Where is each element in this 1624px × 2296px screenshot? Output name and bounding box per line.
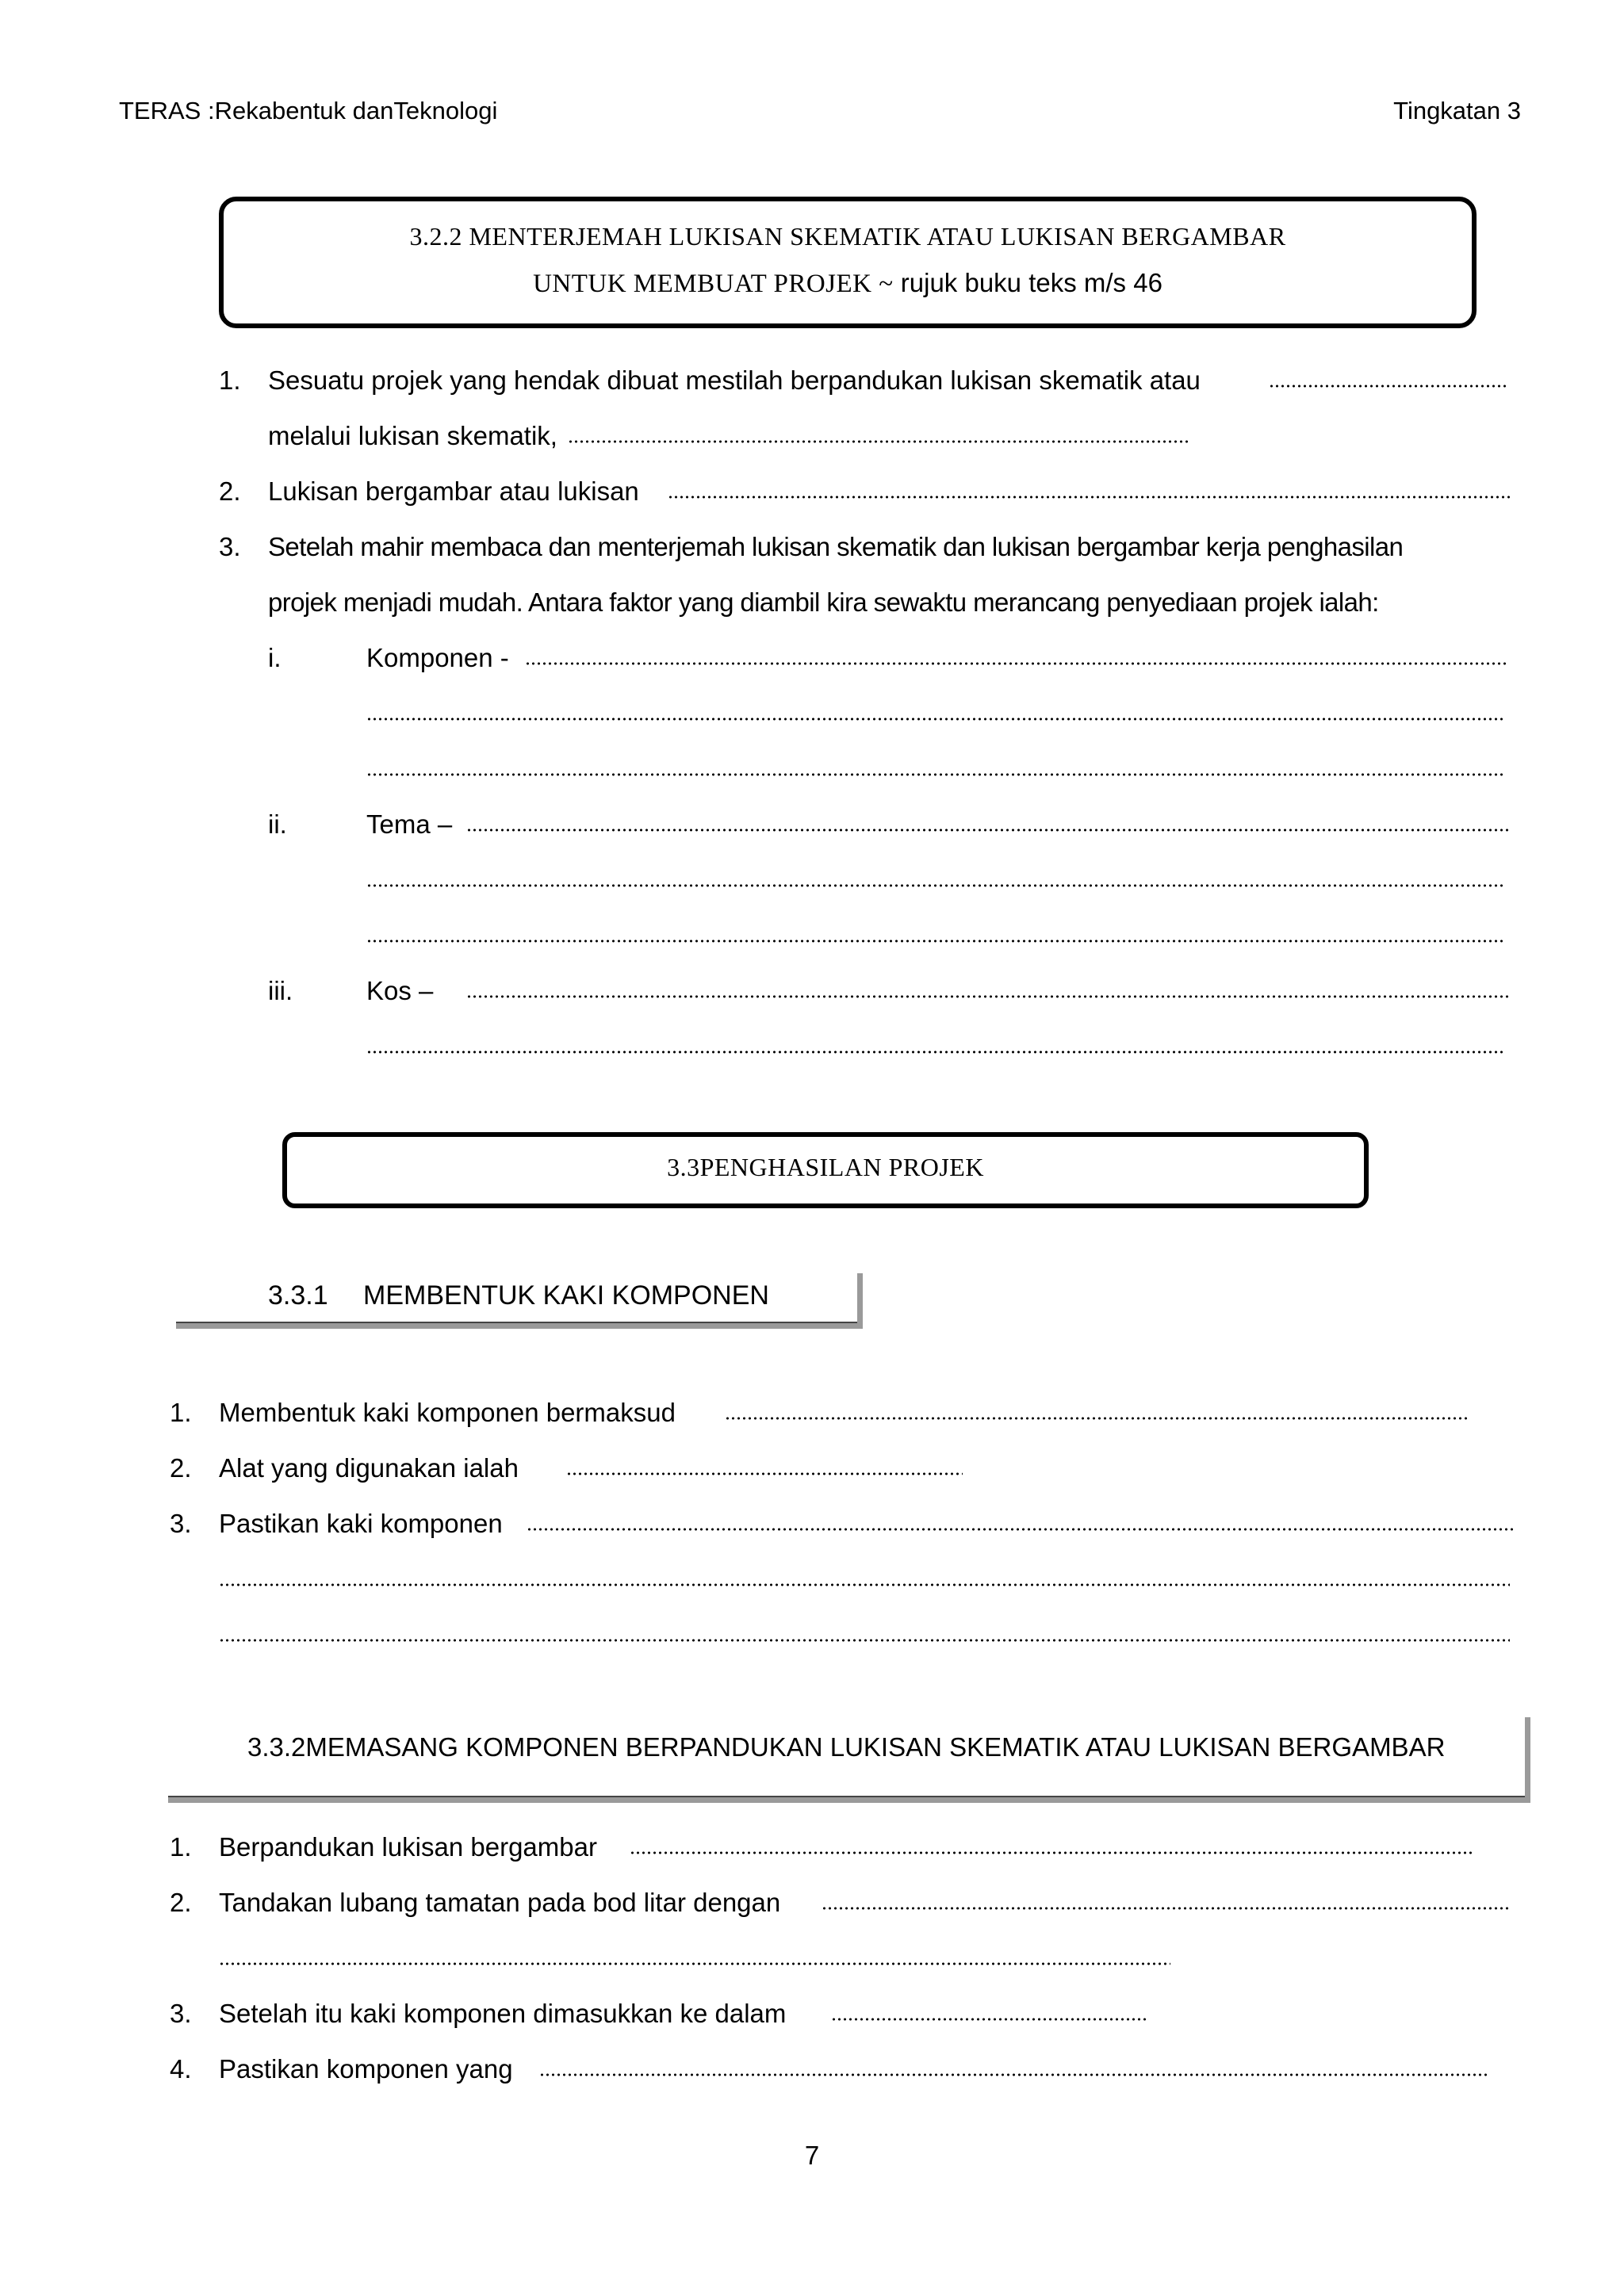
- blank-line: [366, 698, 1505, 729]
- subsection-title: 3.3.2MEMASANG KOMPONEN BERPANDUKAN LUKISAN SKEMATIK ATAU LUKISAN BERGAMBAR: [247, 1732, 1446, 1762]
- frame-shadow-bottom: [168, 1797, 1530, 1803]
- list-item-text: Setelah mahir membaca dan menterjemah lukisan skematik dan lukisan bergambar kerja penghasilan: [268, 532, 1404, 561]
- subsection-number: 3.3.1: [268, 1280, 328, 1311]
- fill-in-blank[interactable]: [822, 1906, 1510, 1911]
- list-item: [268, 531, 1513, 563]
- fill-in-blank[interactable]: [566, 1471, 963, 1476]
- header-grade: Tingkatan 3: [1393, 97, 1521, 124]
- list-item: [219, 1831, 1472, 1863]
- list-item-text: Alat yang digunakan ialah: [219, 1453, 519, 1483]
- sub-list-label: Komponen -: [366, 643, 509, 672]
- section-title-reference: rujuk buku teks m/s 46: [893, 268, 1162, 297]
- list-number: 1.: [219, 365, 241, 395]
- list-item-continuation: [268, 420, 1188, 452]
- list-item-text: projek menjadi mudah. Antara faktor yang diambil kira sewaktu merancang penyediaan projek ialah:: [268, 587, 1379, 617]
- fill-in-blank[interactable]: [1269, 384, 1507, 388]
- frame-inner-rule: [176, 1322, 857, 1323]
- list-item-text: Setelah itu kaki komponen dimasukkan ke dalam: [219, 1999, 787, 2028]
- list-number: 3.: [170, 1999, 192, 2028]
- fill-in-blank[interactable]: [630, 1850, 1472, 1855]
- list-number: 3.: [219, 532, 241, 561]
- frame-shadow-right: [1525, 1717, 1530, 1803]
- blank-line: [366, 1031, 1505, 1062]
- list-item-continuation: [268, 587, 1513, 618]
- sub-list-label: Kos –: [366, 976, 434, 1005]
- sub-list-number: iii.: [268, 976, 293, 1005]
- list-item: [219, 1998, 1147, 2030]
- list-item-text: Tandakan lubang tamatan pada bod litar dengan: [219, 1888, 781, 1917]
- list-item-text: Pastikan komponen yang: [219, 2054, 513, 2084]
- list-number: 1.: [170, 1832, 192, 1862]
- section-heading: 3.3PENGHASILAN PROJEK: [667, 1153, 984, 1181]
- list-item-text: Membentuk kaki komponen bermaksud: [219, 1398, 676, 1427]
- fill-in-blank[interactable]: [366, 939, 1505, 943]
- blank-line: [366, 753, 1505, 785]
- list-item-text: Sesuatu projek yang hendak dibuat mestilah berpandukan lukisan skematik atau: [268, 365, 1201, 395]
- section-title-line2: [224, 268, 1472, 299]
- blank-line: [219, 1563, 1510, 1595]
- fill-in-blank[interactable]: [725, 1416, 1469, 1421]
- fill-in-blank[interactable]: [668, 495, 1513, 499]
- section-heading-box: [282, 1132, 1369, 1208]
- list-number: 4.: [170, 2054, 192, 2084]
- section-title-line1: 3.2.2 MENTERJEMAH LUKISAN SKEMATIK ATAU LUKISAN BERGAMBAR: [409, 222, 1286, 251]
- fill-in-blank[interactable]: [466, 994, 1508, 999]
- blank-line: [366, 864, 1505, 896]
- list-item: [268, 476, 1513, 507]
- list-number: 2.: [170, 1888, 192, 1917]
- list-number: 3.: [170, 1509, 192, 1538]
- fill-in-blank[interactable]: [366, 1050, 1505, 1054]
- sub-list-number: i.: [268, 643, 282, 672]
- list-item: [219, 1508, 1513, 1540]
- frame-inner-rule: [168, 1796, 1525, 1797]
- list-item: [268, 365, 1507, 396]
- list-item-text: Pastikan kaki komponen: [219, 1509, 503, 1538]
- fill-in-blank[interactable]: [568, 439, 1188, 444]
- subsection-title: MEMBENTUK KAKI KOMPONEN: [363, 1280, 769, 1311]
- sub-list-label: Tema –: [366, 809, 453, 839]
- fill-in-blank[interactable]: [831, 2017, 1147, 2022]
- list-item-text: Berpandukan lukisan bergambar: [219, 1832, 597, 1862]
- fill-in-blank[interactable]: [366, 772, 1505, 777]
- frame-shadow-bottom: [176, 1323, 863, 1329]
- fill-in-blank[interactable]: [219, 1961, 1170, 1966]
- list-item: [219, 2053, 1488, 2085]
- page-number: 7: [804, 2141, 820, 2170]
- sub-list-number: ii.: [268, 809, 287, 839]
- fill-in-blank[interactable]: [366, 717, 1505, 721]
- list-item-text: melalui lukisan skematik,: [268, 421, 557, 450]
- list-item: [219, 1397, 1469, 1429]
- sub-list-item: [366, 975, 1508, 1007]
- fill-in-blank[interactable]: [219, 1638, 1510, 1643]
- blank-line: [219, 1619, 1510, 1651]
- list-number: 2.: [170, 1453, 192, 1483]
- section-title-caps: UNTUK MEMBUAT PROJEK ~: [533, 270, 894, 298]
- frame-shadow-right: [857, 1273, 863, 1329]
- header-title: TERAS :Rekabentuk danTeknologi: [119, 97, 498, 124]
- list-item: [219, 1887, 1510, 1919]
- sub-list-item: [366, 642, 1508, 674]
- section-title-box: [219, 197, 1477, 328]
- blank-line: [366, 920, 1505, 951]
- list-item: [219, 1452, 963, 1484]
- subsection-heading-frame: [176, 1273, 863, 1329]
- fill-in-blank[interactable]: [366, 883, 1505, 888]
- fill-in-blank[interactable]: [527, 1527, 1513, 1532]
- fill-in-blank[interactable]: [539, 2072, 1488, 2077]
- subsection-heading-frame: [168, 1717, 1530, 1803]
- list-number: 1.: [170, 1398, 192, 1427]
- fill-in-blank[interactable]: [466, 828, 1508, 832]
- list-number: 2.: [219, 476, 241, 506]
- list-item-text: Lukisan bergambar atau lukisan: [268, 476, 639, 506]
- blank-line: [219, 1942, 1170, 1974]
- sub-list-item: [366, 809, 1508, 840]
- fill-in-blank[interactable]: [219, 1582, 1510, 1587]
- fill-in-blank[interactable]: [525, 661, 1508, 666]
